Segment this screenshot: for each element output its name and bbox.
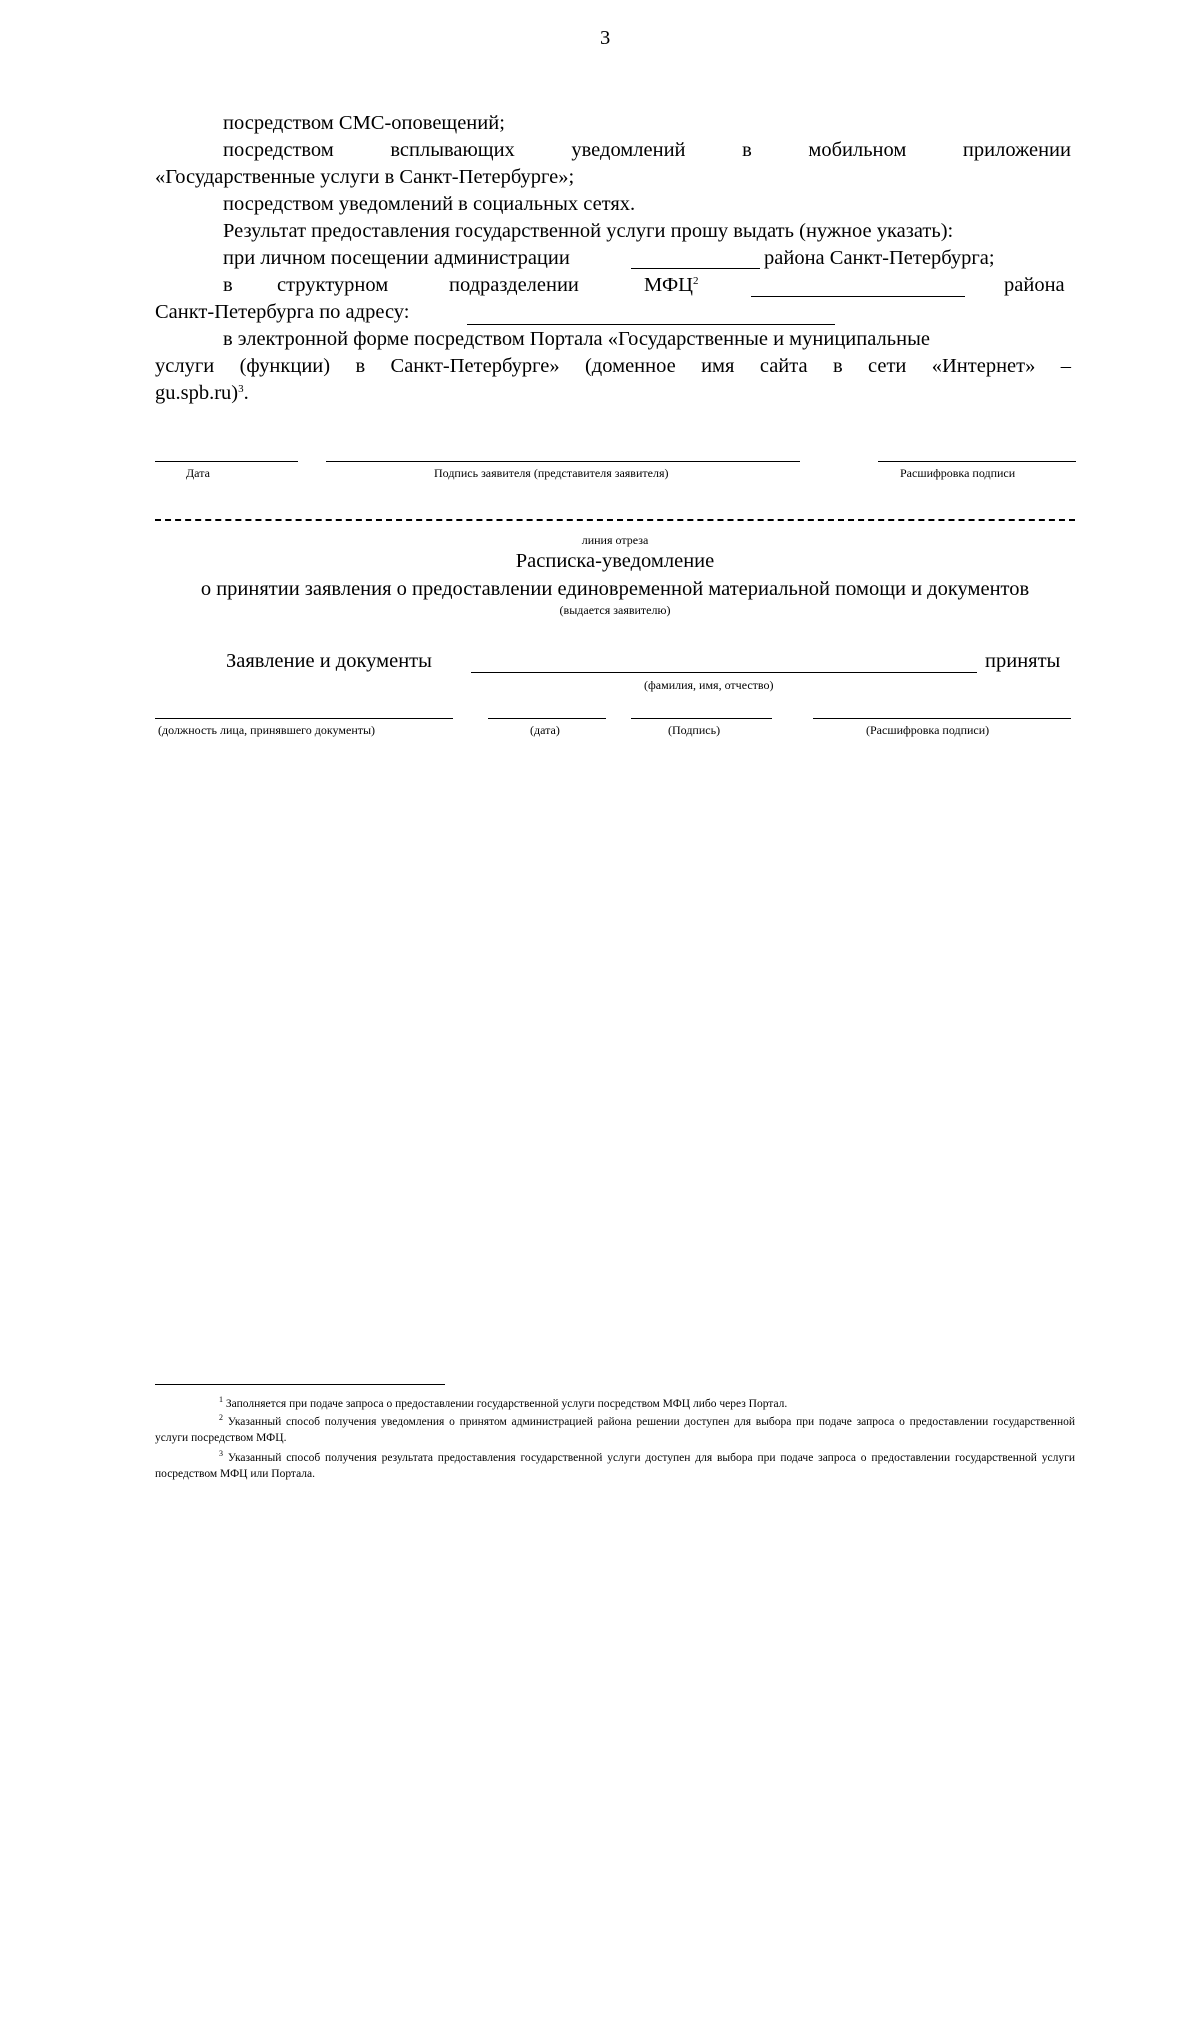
receipt-sign-caption: (Подпись) [668, 723, 721, 737]
footnote-1: $^1$ Заполняется при подаче запроса о предоставлении государственной услуги посредством МФЦ либо через Портал. [219, 1395, 788, 1410]
mfc-label: МФЦ$^2$ [644, 274, 699, 296]
sign-line [326, 461, 800, 462]
mfc-rayon: района [1004, 274, 1065, 296]
address-label: Санкт-Петербурга по адресу: [155, 301, 410, 323]
mfc-struct: структурном [277, 274, 389, 296]
mfc-blank-line [751, 296, 965, 297]
push-word: приложении [962, 139, 1071, 161]
result-personal-post: района Санкт-Петербурга; [764, 247, 995, 269]
footnote-3: $^3$ Указанный способ получения результата предоставления государственной услуги доступен для выбора при подаче запроса о предоставлении государственной услуги посредством МФЦ или Портала. [155, 1449, 1075, 1480]
receipt-date-line [488, 718, 606, 719]
receipt-subtitle: о принятии заявления о предоставлении единовременной материальной помощи и документов [200, 578, 1030, 600]
result-personal-pre: при личном посещении администрации [223, 247, 570, 269]
receipt-date-caption: (дата) [530, 723, 560, 737]
cut-label: линия отреза [581, 533, 649, 547]
push-word: мобильном [808, 139, 907, 161]
sign-caption: Подпись заявителя (представителя заявителя) [434, 466, 669, 480]
fio-caption: (фамилия, имя, отчество) [644, 678, 774, 692]
date-line [155, 461, 298, 462]
result-intro: Результат предоставления государственной услуги прошу выдать (нужное указать): [223, 220, 954, 242]
cut-line [155, 519, 1075, 521]
mfc-v: в [223, 274, 233, 296]
receipt-decode-caption: (Расшифровка подписи) [866, 723, 990, 737]
official-line [155, 718, 453, 719]
electronic-line-2: услуги (функции) в Санкт-Петербурге» (доменное имя сайта в сети «Интернет» – [155, 355, 1071, 377]
receipt-note: (выдается заявителю) [559, 603, 671, 617]
address-blank-line [467, 324, 835, 325]
footnote-2: $^2$ Указанный способ получения уведомления о принятом администрацией района решении доступен для выбора при подаче запроса о предоставлении государственной услуги посредством МФЦ. [155, 1413, 1076, 1444]
notify-push-line [223, 137, 1071, 164]
docs-post: приняты [985, 650, 1061, 672]
fio-line [471, 672, 977, 673]
date-caption: Дата [186, 466, 210, 480]
notify-push-cont: «Государственные услуги в Санкт-Петербурге»; [155, 166, 575, 188]
page-number: 3 [600, 27, 611, 49]
receipt-decode-line [813, 718, 1071, 719]
footnote-separator [155, 1384, 445, 1385]
official-caption: (должность лица, принявшего документы) [158, 723, 376, 737]
push-word: всплывающих [390, 139, 515, 161]
push-word: посредством [223, 139, 334, 161]
push-word: уведомлений [571, 139, 686, 161]
mfc-division: подразделении [449, 274, 579, 296]
docs-pre: Заявление и документы [226, 650, 432, 672]
electronic-line-3: gu.spb.ru)$^3$. [155, 382, 249, 404]
push-word: в [742, 139, 752, 161]
decode-caption: Расшифровка подписи [900, 466, 1016, 480]
notify-sms: посредством СМС-оповещений; [223, 112, 505, 134]
notify-social: посредством уведомлений в социальных сетях. [223, 193, 636, 215]
receipt-sign-line [631, 718, 772, 719]
receipt-title: Расписка-уведомление [515, 550, 715, 572]
electronic-line-1: в электронной форме посредством Портала «Государственные и муниципальные [223, 328, 930, 350]
rayon-blank-line [631, 268, 760, 269]
decode-line [878, 461, 1076, 462]
